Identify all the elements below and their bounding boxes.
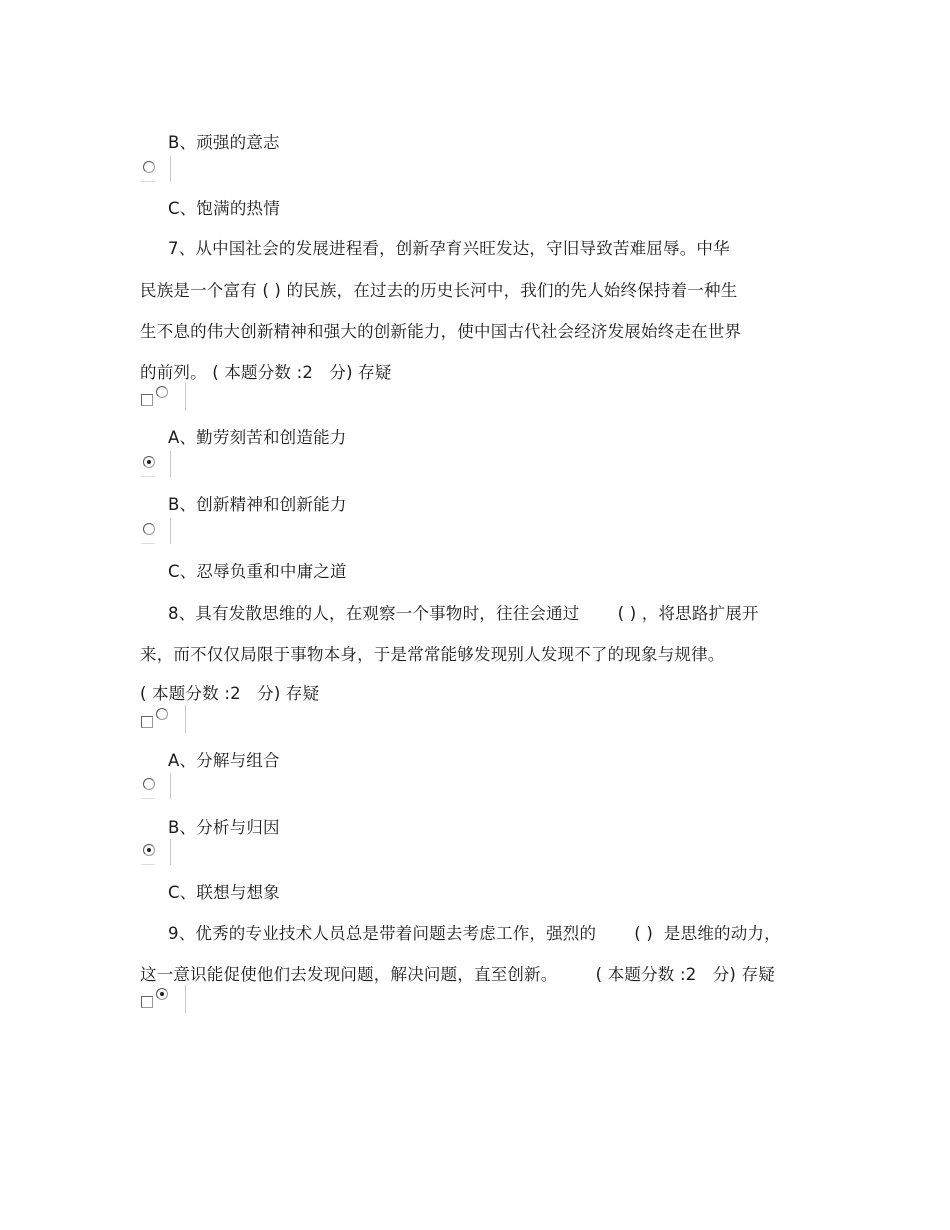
q7-text-line-4: 的前列。 ( 本题分数 :2 分) 存疑 xyxy=(140,363,392,382)
q8-text-line-3: ( 本题分数 :2 分) 存疑 xyxy=(140,684,320,703)
q7-text-line-3: 生不息的伟大创新精神和强大的创新能力，使中国古代社会经济发展始终走在世界 xyxy=(140,322,742,341)
q8-text-line-1: 8、具有发散思维的人，在观察一个事物时，往往会通过 ( ) ，将思路扩展开 xyxy=(168,604,759,623)
q6-option-b-label: B、顽强的意志 xyxy=(168,133,280,152)
radio-selected-icon xyxy=(143,844,155,856)
q8-option-b-label: B、分析与归因 xyxy=(168,818,280,837)
checkbox-icon[interactable] xyxy=(141,716,153,728)
radio-circle-icon[interactable] xyxy=(156,708,168,720)
q6-option-c-label: C、饱满的热情 xyxy=(168,199,280,218)
q8-doubt-toggle[interactable] xyxy=(141,705,189,733)
q7-option-a-label: A、勤劳刻苦和创造能力 xyxy=(168,428,347,447)
q8-option-c-radio[interactable] xyxy=(141,839,171,865)
q9-text-line-1: 9、优秀的专业技术人员总是带着问题去考虑工作，强烈的 ( ) 是思维的动力， xyxy=(168,924,781,943)
q8-text-line-2: 来，而不仅仅局限于事物本身，于是常常能够发现别人发现不了的现象与规律。 xyxy=(140,645,725,664)
radio-selected-icon[interactable] xyxy=(156,988,168,1000)
radio-selected-icon xyxy=(143,456,155,468)
q7-doubt-toggle[interactable] xyxy=(141,383,189,411)
q7-option-c-radio[interactable] xyxy=(141,518,171,544)
radio-circle-icon xyxy=(143,523,155,535)
q8-option-c-label: C、联想与想象 xyxy=(168,883,280,902)
radio-circle-icon xyxy=(143,778,155,790)
radio-circle-icon[interactable] xyxy=(156,386,168,398)
q9-doubt-toggle[interactable] xyxy=(141,985,189,1013)
q7-option-c-label: C、忍辱负重和中庸之道 xyxy=(168,562,347,581)
q8-option-b-radio[interactable] xyxy=(141,773,171,799)
q8-option-a-label: A、分解与组合 xyxy=(168,751,280,770)
q7-option-b-label: B、创新精神和创新能力 xyxy=(168,495,347,514)
radio-circle-icon xyxy=(143,161,155,173)
q7-text-line-1: 7、从中国社会的发展进程看，创新孕育兴旺发达，守旧导致苦难屈辱。中华 xyxy=(168,239,730,258)
q7-text-line-2: 民族是一个富有 ( ) 的民族，在过去的历史长河中，我们的先人始终保持着一种生 xyxy=(140,281,738,300)
checkbox-icon[interactable] xyxy=(141,996,153,1008)
q6-option-c-radio[interactable] xyxy=(141,156,171,182)
q7-option-b-radio[interactable] xyxy=(141,451,171,477)
checkbox-icon[interactable] xyxy=(141,394,153,406)
q9-text-line-2: 这一意识能促使他们去发现问题，解决问题，直至创新。 ( 本题分数 :2 分) 存疑 xyxy=(140,965,775,984)
